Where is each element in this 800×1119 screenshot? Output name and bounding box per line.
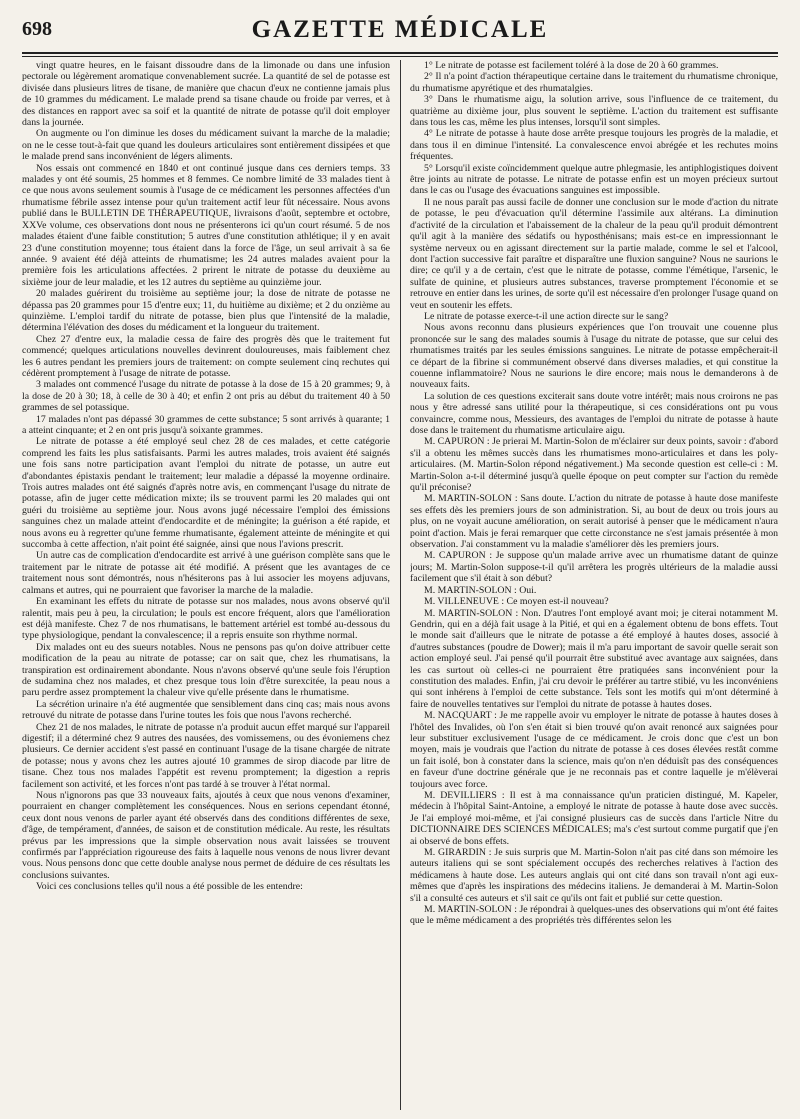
paragraph: 3° Dans le rhumatisme aigu, la solution arrive, sous l'influence de ce traitement, du quatrième au dixième jour, plus souvent le septième. L'action du traitement est suffisante dans tous les cas, même les plus intenses, lorsqu'il sont simples. bbox=[410, 94, 778, 129]
paragraph: M. MARTIN-SOLON : Oui. bbox=[424, 584, 537, 596]
paragraph: On augmente ou l'on diminue les doses du médicament suivant la marche de la maladie; on ne le cesse tout-à-fait que quand les douleurs articulaires sont entièrement dissipées et que le malade prend sans inconvénient de légers aliments. bbox=[22, 128, 390, 163]
header-rule bbox=[22, 56, 778, 57]
paragraph: Un autre cas de complication d'endocardite est arrivé à une guérison complète sans que le traitement par le nitrate de potasse ait été modifié. A présent que les avantages de ce traitement nous sont démontrés, nous n'hésiterons pas à lui associer les moyens adjuvans, calmans et autres, qui ne pourraient que favoriser la marche de la maladie. bbox=[22, 550, 390, 596]
paragraph: 2° Il n'a point d'action thérapeutique certaine dans le traitement du rhumatisme chronique, du rhumatisme apyrétique et des rhumatalgies. bbox=[410, 71, 778, 94]
paragraph: Dix malades ont eu des sueurs notables. Nous ne pensons pas qu'on doive attribuer cette modification de la peau au nitrate de potasse; car on sait que, chez les rhumatisans, la transpiration est ordinairement abondante. Nous n'avons observé qu'une seule fois l'éruption de sudamina chez nos malades, et chez presque tous loin d'être surexcitée, la peau nous a paru perdre assez promptement la chaleur vive qu'elle présente dans le rhumatisme. bbox=[22, 641, 390, 699]
paragraph: M. NACQUART : Je me rappelle avoir vu employer le nitrate de potasse à hautes doses à l'hôtel des Invalides, où l'on s'en était si bien trouvé qu'on avait renoncé aux saignées pour leur substituer exclusivement l'usage de ce médicament. Je crois donc que c'est un bon moyen, mais je voudrais que l'action du nitrate de potasse à ces doses élevées restât comme un fait isolé, bon à constater dans la science, mais qu'on n'en déduisît pas des conséquences en faveur d'une doctrine générale que je ne reconnais pas et contre laquelle je m'élèverai toujours avec force. bbox=[410, 710, 778, 790]
paragraph: Nos essais ont commencé en 1840 et ont continué jusque dans ces derniers temps. 33 malades y ont été soumis, 25 hommes et 8 femmes. Ce nombre limité de 33 malades tient à ce que nous avons seulement soumis à l'usage de ce médicament les personnes affectées d'un rhumatisme fébrile assez intense pour qu'un traitement actif leur fût nécessaire. Nous avons publié dans le BULLETIN DE THÉRAPEUTIQUE, livraisons d'août, septembre et octobre, XXVe volume, ces observations dont nous ne présenterons ici qu'un court résumé. 5 de nos malades étaient d'une faible constitution; 5 autres d'une constitution athlétique; il y en avait 23 d'une constitution moyenne; tous étaient dans la force de l'âge, un seul arrivait à sa 6e année. 9 avaient été déjà atteints de rhumatisme; les 24 autres malades avaient pour la première fois les articulations affectées. 2 prirent le nitrate de potasse du deuxième au sixième jour de leur maladie, et les 12 autres du septième au quinzième jour. bbox=[22, 162, 390, 288]
paragraph: Chez 21 de nos malades, le nitrate de potasse n'a produit aucun effet marqué sur l'appareil digestif; il a déterminé chez 9 autres des nausées, des vomissemens, ou des évoniemens chez plusieurs. Ce dernier accident s'est passé en continuant l'usage de la tisane chargée de nitrate de potasse; nous y avons chez les autres ajouté 10 grammes de sirop diacode par litre de tisane. Chez tous nos malades l'appétit est revenu promptement; la digestion a repris facilement son activité, et les forces n'ont pas tardé à se trouver à l'état normal. bbox=[22, 721, 390, 790]
paragraph: Nous n'ignorons pas que 33 nouveaux faits, ajoutés à ceux que nous venons d'examiner, pourraient en changer complètement les conséquences. Nous en serions cependant étonné, ceux dont nous venons de parler ayant été observés dans des conditions différentes de sexe, d'âge, de tempérament, d'années, de saison et de constitution médicale. Au reste, les résultats prévus par les impressions que la simple observation nous avait laissées se trouvent confirmés par l'appréciation rigoureuse des faits à laquelle nous venons de nous livrer devant vous. Nous pensons donc que cette double analyse nous permet de déduire de ces résultats les conclusions suivantes. bbox=[22, 790, 390, 881]
paragraph: La solution de ces questions exciterait sans doute votre intérêt; mais nous croirons ne pas nous y être adressé sans utilité pour la thérapeutique, si ces considérations ont pu vous convaincre, comme nous, Messieurs, des avantages de l'emploi du nitrate de potasse à haute dose dans le traitement du rhumatisme articulaire aigu. bbox=[410, 390, 778, 436]
page bbox=[22, 10, 778, 1110]
page-header bbox=[22, 10, 778, 54]
right-column bbox=[410, 60, 778, 1110]
paragraph: M. GIRARDIN : Je suis surpris que M. Martin-Solon n'ait pas cité dans son mémoire les auteurs italiens qui se sont spécialement occupés des recherches relatives à l'action des médicamens à haute dose. Les auteurs anglais qui ont cité dans son travail n'ont agi eux-mêmes que d'après les inspirations des médecins italiens. Je demanderai à M. Martin-Solon s'il a consulté ces auteurs et s'il sait ce qu'ils ont fait et publié sur cette question. bbox=[410, 847, 778, 904]
paragraph: M. MARTIN-SOLON : Non. D'autres l'ont employé avant moi; je citerai notamment M. Gendrin, qui en a déjà fait usage à la Pitié, et qui en a également obtenu de bons effets. Tout le monde sait d'ailleurs que le nitrate de potasse a été employé à hautes doses, associé à d'autres substances (poudre de Dower); mais il m'a paru important de savoir quelle serait son action employé seul. J'ai pensé qu'il pourrait être substitué avec avantage aux saignées, dans les cas surtout où celles-ci ne pourraient être pratiquées sans inconvénient pour la constitution des malades. Enfin, j'ai cru devoir le préférer au tartre stibié, vu les inconvéniens qui sont inhérens à l'emploi de cette substance. Tels sont les motifs qui m'ont déterminé à faire de nouvelles tentatives sur l'emploi du nitrate de potasse à hautes doses. bbox=[410, 607, 778, 710]
journal-title: GAZETTE MÉDICALE bbox=[251, 16, 549, 43]
paragraph: M. DEVILLIERS : Il est à ma connaissance qu'un praticien distingué, M. Kapeler, médecin à l'hôpital Saint-Antoine, a employé le nitrate de potasse à haute dose avec succès. Je l'ai employé moi-même, et j'ai consigné plusieurs cas de succès dans l'article Nitre du DICTIONNAIRE DES SCIENCES MÉDICALES; ma's c'est surtout comme purgatif que j'en ai observé de bons effets. bbox=[410, 790, 778, 847]
paragraph: vingt quatre heures, en le faisant dissoudre dans de la limonade ou dans une infusion pectorale ou légèrement aromatique convenablement sucrée. La quantité de sel de potasse est divisée dans plusieurs litres de tisane, de manière que chacun d'eux ne contienne jamais plus de 10 grammes du médicament. Le malade prend sa tisane chaude ou froide par verres, et à des distances en rapport avec sa soif et la quantité de nitrate de potasse qu'il doit employer dans la journée. bbox=[22, 60, 390, 129]
paragraph: 17 malades n'ont pas dépassé 30 grammes de cette substance; 5 sont arrivés à quarante; 1 a atteint cinquante; et 2 en ont pris jusqu'à soixante grammes. bbox=[22, 413, 390, 436]
paragraph: Chez 27 d'entre eux, la maladie cessa de faire des progrès dès que le traitement fut commencé; quelques articulations nouvelles devinrent douloureuses, mais faiblement chez les 6 autres pendant les premiers jours de traitement: on compte seulement cinq rechutes qui cédèrent promptement à l'usage de nitrate de potasse. bbox=[22, 333, 390, 379]
paragraph: Voici ces conclusions telles qu'il nous a été possible de les entendre: bbox=[36, 881, 303, 893]
left-column bbox=[22, 60, 390, 1110]
paragraph: 3 malades ont commencé l'usage du nitrate de potasse à la dose de 15 à 20 grammes; 9, à la dose de 20 à 30; 18, à celle de 30 à 40; et enfin 2 ont pris au début du traitement 40 à 50 grammes de sel potassique. bbox=[22, 379, 390, 414]
paragraph: 1° Le nitrate de potasse est facilement toléré à la dose de 20 à 60 grammes. bbox=[424, 60, 719, 71]
paragraph: Le nitrate de potasse exerce-t-il une action directe sur le sang? bbox=[424, 310, 669, 322]
paragraph: Le nitrate de potasse a été employé seul chez 28 de ces malades, et cette catégorie comprend les faits les plus satisfaisants. Parmi les autres malades, trois avaient été saignés une fois sans notre participation avant l'emploi du nitrate de potasse, un autre eut d'abondantes épistaxis pendant le traitement; leur maladie a dépassé la moyenne ordinaire. Trois autres malades ont été saignés d'après notre avis, en commençant l'usage du nitrate de potasse, afin de juger cette médication mixte; ils se trouvent parmi les 20 malades qui ont guéri du troisième au septième jour. Nous avons jugé nécessaire l'emploi des émissions sanguines chez un malade atteint d'endocardite et de méningite; la guérison a été rapide, et nous avons eu à regretter qu'une femme rhumatisante, également atteinte de méningite et qui succomba à cette affection, n'ait point été saignée, ainsi que nous l'avions prescrit. bbox=[22, 436, 390, 551]
paragraph: M. MARTIN-SOLON : Je répondrai à quelques-unes des observations qui m'ont été faites que le même médicament a des propriétés très différentes selon les bbox=[410, 904, 778, 927]
paragraph: 5° Lorsqu'il existe coïncidemment quelque autre phlegmasie, les antiphlogistiques doivent être joints au nitrate de potasse. Le nitrate de potasse enfin est un moyen précieux surtout dans le cas ou l'usage des évacuations sanguines est impossible. bbox=[410, 162, 778, 197]
column-divider bbox=[400, 60, 401, 1110]
paragraph: La sécrétion urinaire n'a été augmentée que sensiblement dans cinq cas; mais nous avons retrouvé du nitrate de potasse dans l'urine toutes les fois que nous l'avons recherché. bbox=[22, 698, 390, 722]
paragraph: Nous avons reconnu dans plusieurs expériences que l'on trouvait une couenne plus prononcée sur le sang des malades soumis à l'usage du nitrate de potasse, que sur celui des rhumatismes traités par les seules émissions sanguines. Le nitrate de potasse empêcherait-il ce départ de la fibrine si communément observé dans diverses maladies, et qui constitue la couenne inflammatoire? Nous ne saurions le dire encore; mais nous le demanderons à de nouveaux faits. bbox=[410, 322, 778, 391]
paragraph: 20 malades guérirent du troisième au septième jour; la dose de nitrate de potasse ne dépassa pas 20 grammes pour 15 d'entre eux; 11, du huitième au dixième; et 2 du onzième au quinzième. L'emploi tardif du nitrate de potasse, bien plus que l'intensité de la maladie, détermina l'élévation des doses du médicament et la longueur du traitement. bbox=[22, 288, 390, 334]
paragraph: 4° Le nitrate de potasse à haute dose arrête presque toujours les progrès de la maladie, et dans tous il en diminue l'intensité. La convalescence envoi abrégée et les rechutes moins fréquentes. bbox=[410, 128, 778, 163]
paragraph: M. MARTIN-SOLON : Sans doute. L'action du nitrate de potasse à haute dose manifeste ses effets dès les premiers jours de son administration. Si, au bout de deux ou trois jours au plus, on ne voyait aucune amélioration, on serait autorisé à penser que le médicament n'aura point d'action. Mais je ferai remarquer que cette circonstance ne s'est jamais présentée à mon observation. J'ai constamment vu la maladie s'améliorer dès les premiers jours. bbox=[410, 493, 778, 551]
paragraph: Il ne nous paraît pas aussi facile de donner une conclusion sur le mode d'action du nitrate de potasse, le peu d'évacuation qu'il détermine l'assimile aux altérans. La diminution d'activité de la circulation et l'abaissement de la chaleur de la peau qu'il produit démontrent qu'il agit à la manière des sédatifs ou hyposthénisans; mais est-ce en impressionnant le système nerveux ou en agissant directement sur la partie malade, comme le sel et l'alcool, dont l'action successive fait paraître et disparaître une fluxion sanguine? Nous ne saurions le dire; ce qu'il y a de certain, c'est que le nitrate de potasse, comme l'émétique, l'arsenic, le sulfate de quinine, et plusieurs autres substances, traverse promptement l'économie et se retrouve en entier dans les urines, de sorte qu'il est nécessaire d'en prolonger l'usage quand on veut en soutenir les effets. bbox=[410, 196, 778, 311]
paragraph: M. VILLENEUVE : Ce moyen est-il nouveau? bbox=[424, 596, 609, 608]
paragraph: M. CAPURON : Je prierai M. Martin-Solon de m'éclairer sur deux points, savoir : d'abord s'il a obtenu les mêmes succès dans les rhumatismes mono-articulaires et dans les poly-articulaires. (M. Martin-Solon répond négativement.) Ma seconde question est celle-ci : M. Martin-Solon a-t-il déterminé jusqu'à quelle époque on peut compter sur l'action du remède qu'il préconise? bbox=[410, 436, 778, 494]
page-number: 698 bbox=[22, 18, 52, 40]
paragraph: M. CAPURON : Je suppose qu'un malade arrive avec un rhumatisme datant de quinze jours; M. Martin-Solon suppose-t-il qu'il arrêtera les progrès ultérieurs de la maladie aussi facilement que s'il était à son début? bbox=[410, 550, 778, 585]
text-columns bbox=[22, 60, 778, 1110]
paragraph: En examinant les effets du nitrate de potasse sur nos malades, nous avons observé qu'il ralentit, mais peu à peu, la circulation; le pouls est encore fréquent, alors que l'amélioration est déjà manifeste. Chez 7 de nos rhumatisans, le battement artériel est tombé au-dessous du type physiologique, pendant la convalescence; il a repris ensuite son rhythme normal. bbox=[22, 596, 390, 642]
